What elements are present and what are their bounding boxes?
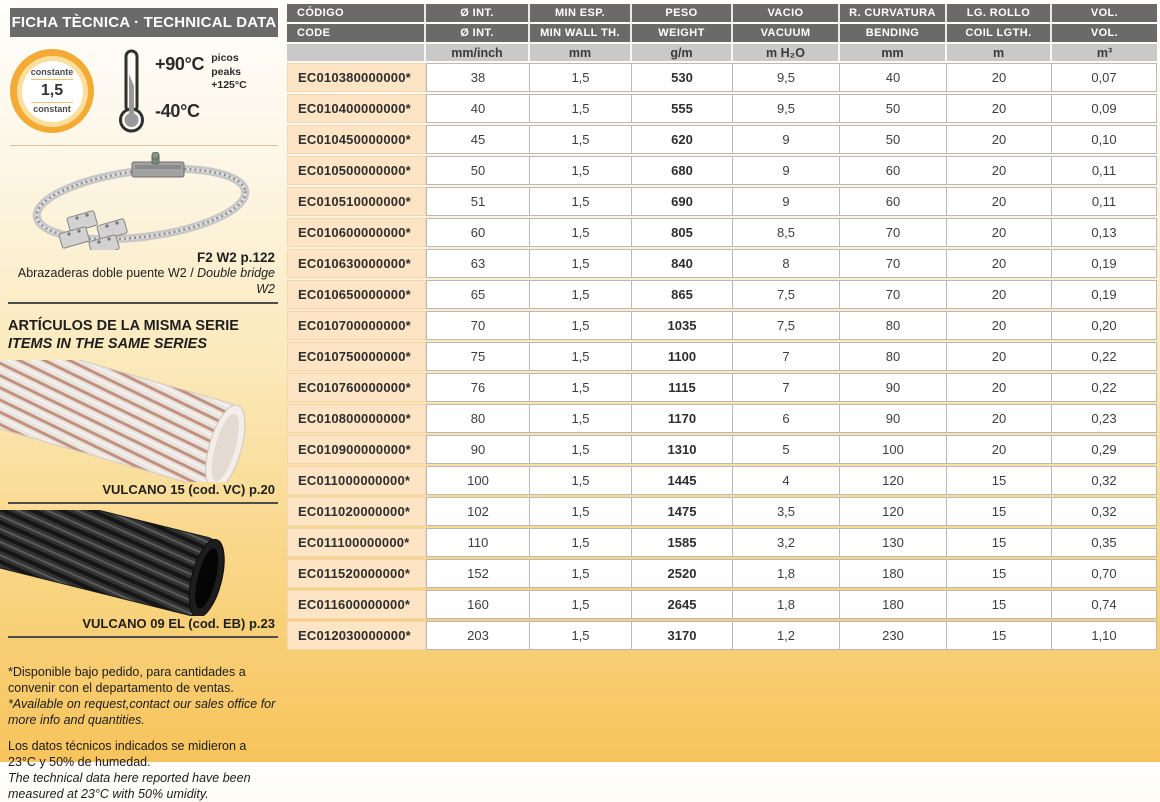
- cell-diam-int: 70: [426, 311, 530, 340]
- temperature-max: +90°C: [155, 54, 205, 74]
- cell-vol: m³: [1052, 44, 1157, 61]
- cell-peso: 530: [632, 63, 733, 92]
- technical-data-table-wrap: [287, 2, 1158, 652]
- col-header-vol: VOL.: [1052, 4, 1157, 22]
- cell-codigo: EC010400000000*: [287, 94, 426, 123]
- section-divider: [8, 502, 278, 504]
- cell-vacio: 1,8: [733, 590, 840, 619]
- cell-vacio: m H₂O: [733, 44, 840, 61]
- cell-diam-int: 40: [426, 94, 530, 123]
- cell-codigo: EC010750000000*: [287, 342, 426, 371]
- badge-value: 1,5: [40, 82, 64, 100]
- series-heading-es: ARTÍCULOS DE LA MISMA SERIE: [8, 318, 239, 335]
- clamp-caption: [8, 250, 275, 297]
- cell-codigo: EC010380000000*: [287, 63, 426, 92]
- cell-r-curvatura: mm: [840, 44, 947, 61]
- table-row: [287, 218, 1157, 247]
- item-caption-vulcano-15: VULCANO 15 (cod. VC) p.20: [102, 481, 275, 497]
- temperature-min: -40°C: [155, 101, 200, 121]
- cell-diam-int: 51: [426, 187, 530, 216]
- cell-diam-int: 160: [426, 590, 530, 619]
- cell-vol: 0,09: [1052, 94, 1157, 123]
- constant-badge-core: [22, 61, 83, 122]
- table-row: [287, 187, 1157, 216]
- clamp-caption-en: Double bridge W2: [197, 266, 275, 296]
- cell-r-curvatura: 120: [840, 466, 947, 495]
- cell-peso: 680: [632, 156, 733, 185]
- peaks-label-en: peaks: [211, 65, 242, 78]
- thermometer-icon: [114, 48, 150, 134]
- cell-vol: 0,10: [1052, 125, 1157, 154]
- table-row: [287, 280, 1157, 309]
- cell-codigo: EC010510000000*: [287, 187, 426, 216]
- badge-label-es: constante: [30, 67, 74, 78]
- header-row-es: [287, 4, 1157, 22]
- cell-min-esp: 1,5: [530, 342, 632, 371]
- cell-lg-rollo: 20: [947, 156, 1052, 185]
- cell-codigo: EC012030000000*: [287, 621, 426, 650]
- cell-lg-rollo: 15: [947, 497, 1052, 526]
- table-row: [287, 466, 1157, 495]
- cell-vol: 0,70: [1052, 559, 1157, 588]
- temperature-peaks: [211, 48, 246, 93]
- cell-vacio: 3,2: [733, 528, 840, 557]
- cell-peso: 1310: [632, 435, 733, 464]
- col-header-lg-rollo: LG. ROLLO: [947, 4, 1052, 22]
- cell-vacio: 1,8: [733, 559, 840, 588]
- cell-lg-rollo: 20: [947, 280, 1052, 309]
- cell-r-curvatura: 100: [840, 435, 947, 464]
- cell-diam-int: 80: [426, 404, 530, 433]
- cell-vacio: 7,5: [733, 280, 840, 309]
- cell-codigo: EC010760000000*: [287, 373, 426, 402]
- cell-codigo: EC010700000000*: [287, 311, 426, 340]
- cell-lg-rollo: 20: [947, 249, 1052, 278]
- footnote-measurement: [8, 738, 277, 802]
- col-header-codigo: CODE: [287, 24, 426, 42]
- cell-peso: 1115: [632, 373, 733, 402]
- table-row: [287, 404, 1157, 433]
- col-header-min-esp: MIN WALL TH.: [530, 24, 632, 42]
- badge-label-en: constant: [33, 103, 71, 114]
- clamp-reference: F2 W2 p.122: [196, 250, 275, 265]
- cell-diam-int: 102: [426, 497, 530, 526]
- section-divider: [8, 636, 278, 638]
- col-header-peso: WEIGHT: [632, 24, 733, 42]
- cell-peso: 1445: [632, 466, 733, 495]
- table-row: [287, 156, 1157, 185]
- cell-vol: 0,22: [1052, 373, 1157, 402]
- table-row: [287, 435, 1157, 464]
- cell-peso: 3170: [632, 621, 733, 650]
- cell-codigo: EC010500000000*: [287, 156, 426, 185]
- cell-r-curvatura: 70: [840, 218, 947, 247]
- cell-min-esp: 1,5: [530, 63, 632, 92]
- cell-r-curvatura: 60: [840, 156, 947, 185]
- footnote-measurement-en: The technical data here reported have been measured at 23°C with 50% umidity.: [8, 770, 251, 801]
- cell-diam-int: 110: [426, 528, 530, 557]
- cell-r-curvatura: 70: [840, 249, 947, 278]
- cell-lg-rollo: 15: [947, 528, 1052, 557]
- badge-divider: [31, 102, 73, 103]
- col-header-diam-int: Ø INT.: [426, 4, 530, 22]
- cell-diam-int: 76: [426, 373, 530, 402]
- cell-lg-rollo: 20: [947, 94, 1052, 123]
- cell-diam-int: 75: [426, 342, 530, 371]
- cell-vacio: 8,5: [733, 218, 840, 247]
- table-row: [287, 311, 1157, 340]
- cell-codigo: EC010600000000*: [287, 218, 426, 247]
- cell-r-curvatura: 120: [840, 497, 947, 526]
- cell-r-curvatura: 80: [840, 342, 947, 371]
- cell-vol: 0,07: [1052, 63, 1157, 92]
- cell-vacio: 6: [733, 404, 840, 433]
- cell-lg-rollo: 20: [947, 187, 1052, 216]
- col-header-r-curvatura: BENDING: [840, 24, 947, 42]
- cell-min-esp: 1,5: [530, 280, 632, 309]
- cell-lg-rollo: 20: [947, 63, 1052, 92]
- cell-lg-rollo: 20: [947, 342, 1052, 371]
- cell-lg-rollo: 20: [947, 218, 1052, 247]
- col-header-codigo: CÓDIGO: [287, 4, 426, 22]
- table-row: [287, 590, 1157, 619]
- cell-vacio: 9: [733, 156, 840, 185]
- cell-diam-int: 152: [426, 559, 530, 588]
- cell-lg-rollo: 20: [947, 435, 1052, 464]
- cell-codigo: EC011020000000*: [287, 497, 426, 526]
- peaks-value: +125°C: [211, 79, 247, 92]
- col-header-vacio: VACUUM: [733, 24, 840, 42]
- cell-peso: 1585: [632, 528, 733, 557]
- cell-codigo: EC011520000000*: [287, 559, 426, 588]
- cell-lg-rollo: 15: [947, 466, 1052, 495]
- cell-vacio: 1,2: [733, 621, 840, 650]
- cell-vol: 0,32: [1052, 497, 1157, 526]
- cell-vol: 0,20: [1052, 311, 1157, 340]
- cell-diam-int: 63: [426, 249, 530, 278]
- cell-codigo: EC011100000000*: [287, 528, 426, 557]
- header-row-en: [287, 24, 1157, 42]
- cell-vacio: 9: [733, 187, 840, 216]
- cell-min-esp: 1,5: [530, 528, 632, 557]
- cell-min-esp: 1,5: [530, 249, 632, 278]
- cell-peso: 865: [632, 280, 733, 309]
- section-divider: [8, 302, 278, 304]
- cell-r-curvatura: 90: [840, 373, 947, 402]
- cell-diam-int: 50: [426, 156, 530, 185]
- table-row: [287, 342, 1157, 371]
- cell-peso: g/m: [632, 44, 733, 61]
- section-divider: [10, 145, 278, 146]
- cell-peso: 2520: [632, 559, 733, 588]
- cell-vacio: 9: [733, 125, 840, 154]
- clamp-caption-separator: /: [186, 266, 198, 281]
- footnote-availability-es: *Disponible bajo pedido, para cantidades a convenir con el departamento de ventas.: [8, 664, 246, 695]
- col-header-peso: PESO: [632, 4, 733, 22]
- table-row: [287, 125, 1157, 154]
- cell-lg-rollo: 15: [947, 559, 1052, 588]
- cell-r-curvatura: 50: [840, 125, 947, 154]
- cell-vacio: 7: [733, 373, 840, 402]
- cell-vol: 0,22: [1052, 342, 1157, 371]
- cell-codigo: EC010450000000*: [287, 125, 426, 154]
- series-heading: [8, 318, 287, 353]
- cell-lg-rollo: m: [947, 44, 1052, 61]
- cell-min-esp: 1,5: [530, 94, 632, 123]
- cell-vacio: 9,5: [733, 63, 840, 92]
- cell-lg-rollo: 20: [947, 373, 1052, 402]
- item-caption-vulcano-09: VULCANO 09 EL (cod. EB) p.23: [82, 615, 275, 631]
- cell-peso: 555: [632, 94, 733, 123]
- cell-r-curvatura: 230: [840, 621, 947, 650]
- cell-vol: 0,19: [1052, 280, 1157, 309]
- series-heading-en: ITEMS IN THE SAME SERIES: [8, 336, 207, 353]
- constant-badge-ring: [17, 56, 88, 127]
- table-row: [287, 559, 1157, 588]
- temperature-range: [114, 48, 247, 134]
- cell-diam-int: 60: [426, 218, 530, 247]
- cell-peso: 840: [632, 249, 733, 278]
- cell-r-curvatura: 130: [840, 528, 947, 557]
- cell-vacio: 4: [733, 466, 840, 495]
- cell-lg-rollo: 15: [947, 590, 1052, 619]
- cell-diam-int: 203: [426, 621, 530, 650]
- cell-lg-rollo: 15: [947, 621, 1052, 650]
- cell-diam-int: mm/inch: [426, 44, 530, 61]
- footnote-measurement-es: Los datos técnicos indicados se midieron a 23°C y 50% de humedad.: [8, 738, 247, 769]
- cell-codigo: EC010800000000*: [287, 404, 426, 433]
- table-row: [287, 621, 1157, 650]
- cell-min-esp: 1,5: [530, 466, 632, 495]
- cell-r-curvatura: 60: [840, 187, 947, 216]
- cell-lg-rollo: 20: [947, 404, 1052, 433]
- col-header-diam-int: Ø INT.: [426, 24, 530, 42]
- cell-codigo: EC010630000000*: [287, 249, 426, 278]
- footnote-availability-en: *Available on request,contact our sales office for more info and quantities.: [8, 696, 276, 727]
- table-row: [287, 497, 1157, 526]
- cell-peso: 805: [632, 218, 733, 247]
- cell-vacio: 8: [733, 249, 840, 278]
- cell-min-esp: mm: [530, 44, 632, 61]
- cell-min-esp: 1,5: [530, 125, 632, 154]
- cell-peso: 1170: [632, 404, 733, 433]
- sidebar: [0, 0, 287, 801]
- cell-min-esp: 1,5: [530, 373, 632, 402]
- cell-min-esp: 1,5: [530, 156, 632, 185]
- hose-image-vulcano-15: [0, 360, 287, 482]
- constant-badge: [10, 49, 94, 133]
- clamp-caption-es: Abrazaderas doble puente W2: [17, 266, 187, 281]
- cell-codigo: EC010650000000*: [287, 280, 426, 309]
- cell-vol: 0,35: [1052, 528, 1157, 557]
- table-row: [287, 63, 1157, 92]
- table-body: [287, 63, 1157, 650]
- footnotes: [8, 664, 277, 802]
- page-title: FICHA TÈCNICA · TECHNICAL DATA: [10, 8, 278, 37]
- cell-codigo: EC011000000000*: [287, 466, 426, 495]
- cell-min-esp: 1,5: [530, 497, 632, 526]
- technical-data-table: [287, 2, 1157, 652]
- cell-vacio: 5: [733, 435, 840, 464]
- cell-min-esp: 1,5: [530, 590, 632, 619]
- cell-diam-int: 100: [426, 466, 530, 495]
- hose-image-vulcano-09: [0, 510, 287, 616]
- cell-min-esp: 1,5: [530, 187, 632, 216]
- table-row: [287, 94, 1157, 123]
- cell-codigo: EC010900000000*: [287, 435, 426, 464]
- peaks-label-es: picos: [211, 52, 239, 64]
- cell-vacio: 7: [733, 342, 840, 371]
- cell-vol: 0,32: [1052, 466, 1157, 495]
- cell-diam-int: 38: [426, 63, 530, 92]
- cell-peso: 690: [632, 187, 733, 216]
- col-header-vol: VOL.: [1052, 24, 1157, 42]
- cell-vol: 0,19: [1052, 249, 1157, 278]
- col-header-vacio: VACIO: [733, 4, 840, 22]
- cell-peso: 1035: [632, 311, 733, 340]
- units-row: [287, 44, 1157, 61]
- cell-diam-int: 45: [426, 125, 530, 154]
- table-head: [287, 4, 1157, 61]
- cell-vol: 0,11: [1052, 187, 1157, 216]
- cell-diam-int: 65: [426, 280, 530, 309]
- cell-codigo: EC011600000000*: [287, 590, 426, 619]
- cell-peso: 1100: [632, 342, 733, 371]
- col-header-lg-rollo: COIL LGTH.: [947, 24, 1052, 42]
- cell-r-curvatura: 70: [840, 280, 947, 309]
- cell-lg-rollo: 20: [947, 125, 1052, 154]
- cell-vacio: 3,5: [733, 497, 840, 526]
- cell-min-esp: 1,5: [530, 559, 632, 588]
- cell-r-curvatura: 40: [840, 63, 947, 92]
- cell-vol: 0,74: [1052, 590, 1157, 619]
- cell-vacio: 9,5: [733, 94, 840, 123]
- cell-r-curvatura: 50: [840, 94, 947, 123]
- cell-min-esp: 1,5: [530, 218, 632, 247]
- col-header-min-esp: MIN ESP.: [530, 4, 632, 22]
- cell-r-curvatura: 180: [840, 590, 947, 619]
- cell-vol: 0,13: [1052, 218, 1157, 247]
- clamp-image: [16, 152, 287, 250]
- cell-r-curvatura: 90: [840, 404, 947, 433]
- cell-lg-rollo: 20: [947, 311, 1052, 340]
- cell-r-curvatura: 80: [840, 311, 947, 340]
- col-header-r-curvatura: R. CURVATURA: [840, 4, 947, 22]
- cell-r-curvatura: 180: [840, 559, 947, 588]
- temperature-values: [155, 48, 204, 124]
- cell-diam-int: 90: [426, 435, 530, 464]
- properties-row: [10, 49, 281, 133]
- cell-peso: 1475: [632, 497, 733, 526]
- table-row: [287, 373, 1157, 402]
- cell-codigo: [287, 44, 426, 61]
- cell-min-esp: 1,5: [530, 404, 632, 433]
- table-row: [287, 249, 1157, 278]
- cell-peso: 620: [632, 125, 733, 154]
- cell-vol: 1,10: [1052, 621, 1157, 650]
- table-row: [287, 528, 1157, 557]
- cell-min-esp: 1,5: [530, 435, 632, 464]
- footnote-availability: [8, 664, 277, 728]
- badge-divider: [31, 79, 73, 80]
- cell-vol: 0,23: [1052, 404, 1157, 433]
- cell-vol: 0,11: [1052, 156, 1157, 185]
- cell-vol: 0,29: [1052, 435, 1157, 464]
- cell-peso: 2645: [632, 590, 733, 619]
- cell-min-esp: 1,5: [530, 311, 632, 340]
- cell-min-esp: 1,5: [530, 621, 632, 650]
- cell-vacio: 7,5: [733, 311, 840, 340]
